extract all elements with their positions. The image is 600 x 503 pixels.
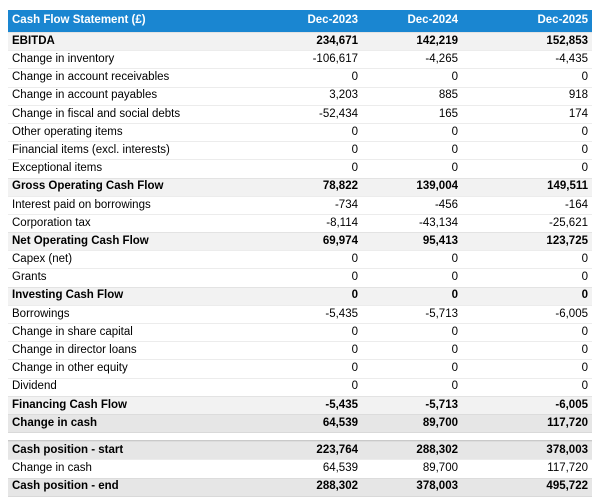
table-row	[8, 305, 592, 323]
cell-value: -106,617	[312, 53, 358, 66]
cell-value: 0	[451, 380, 458, 393]
cell-value: 0	[451, 71, 458, 84]
cell-value: -5,713	[425, 307, 458, 320]
table-row	[8, 87, 592, 105]
table-row	[8, 478, 592, 496]
cell-value: 0	[451, 125, 458, 138]
cell-value: 64,539	[322, 462, 358, 475]
cell-value: -43,134	[418, 216, 458, 229]
cell-value: 64,539	[322, 416, 358, 429]
row-label: Capex (net)	[12, 253, 73, 266]
cell-value: 0	[581, 71, 588, 84]
cell-value: 0	[451, 162, 458, 175]
table-row	[8, 341, 592, 359]
cell-value: -5,435	[325, 398, 358, 411]
row-label: Financing Cash Flow	[12, 398, 128, 411]
cell-value: 139,004	[416, 180, 458, 193]
cell-value: 0	[351, 344, 358, 357]
row-label: Change in other equity	[12, 362, 128, 375]
cell-value: 378,003	[416, 480, 458, 493]
column-header-dec-2025: Dec-2025	[537, 14, 588, 27]
table-row	[8, 378, 592, 396]
cell-value: 0	[351, 325, 358, 338]
cell-value: 0	[581, 125, 588, 138]
table-row	[8, 459, 592, 477]
table-row	[8, 68, 592, 86]
column-header-dec-2023: Dec-2023	[307, 14, 358, 27]
cell-value: 0	[581, 325, 588, 338]
row-label: Grants	[12, 271, 47, 284]
cell-value: 918	[568, 89, 588, 102]
cell-value: 3,203	[329, 89, 358, 102]
cell-value: 0	[451, 143, 458, 156]
row-label: Change in director loans	[12, 344, 137, 357]
cell-value: 95,413	[422, 234, 458, 247]
section-cash-position	[8, 440, 592, 497]
cell-value: 0	[581, 380, 588, 393]
cell-value: -6,005	[555, 398, 588, 411]
table-row	[8, 414, 592, 432]
table-row	[8, 178, 592, 196]
cell-value: 0	[451, 362, 458, 375]
table-row	[8, 214, 592, 232]
cell-value: 0	[451, 344, 458, 357]
cell-value: 0	[581, 362, 588, 375]
cell-value: 69,974	[322, 234, 358, 247]
table-row	[8, 159, 592, 177]
table-row	[8, 123, 592, 141]
cell-value: 152,853	[546, 34, 588, 47]
cell-value: 234,671	[316, 34, 358, 47]
row-label: Borrowings	[12, 307, 70, 320]
cell-value: 495,722	[546, 480, 588, 493]
cell-value: 123,725	[546, 234, 588, 247]
cell-value: 0	[451, 253, 458, 266]
row-label: Change in cash	[12, 462, 92, 475]
cell-value: 78,822	[322, 180, 358, 193]
table-row	[8, 287, 592, 305]
table-row	[8, 196, 592, 214]
row-label: Exceptional items	[12, 162, 103, 175]
table-title: Cash Flow Statement (£)	[12, 14, 146, 27]
section-cash-flow	[8, 32, 592, 433]
cell-value: 0	[351, 253, 358, 266]
table-header-row	[8, 10, 592, 32]
table-row	[8, 32, 592, 50]
cell-value: 174	[568, 107, 588, 120]
row-label: EBITDA	[12, 34, 55, 47]
row-label: Change in fiscal and social debts	[12, 107, 181, 120]
cell-value: 0	[581, 344, 588, 357]
cell-value: 89,700	[422, 462, 458, 475]
row-label: Change in cash	[12, 416, 97, 429]
table-row	[8, 50, 592, 68]
table-row	[8, 323, 592, 341]
cell-value: 117,720	[547, 462, 588, 475]
cell-value: 0	[351, 125, 358, 138]
cell-value: -5,435	[325, 307, 358, 320]
cell-value: 89,700	[422, 416, 458, 429]
cell-value: -5,713	[425, 398, 458, 411]
table-row	[8, 268, 592, 286]
cell-value: 0	[451, 271, 458, 284]
cell-value: -25,621	[548, 216, 588, 229]
row-label: Interest paid on borrowings	[12, 198, 151, 211]
cell-value: 165	[438, 107, 458, 120]
column-header-dec-2024: Dec-2024	[407, 14, 458, 27]
cell-value: -6,005	[555, 307, 588, 320]
cell-value: -164	[564, 198, 588, 211]
row-label: Net Operating Cash Flow	[12, 234, 149, 247]
row-label: Cash position - start	[12, 443, 124, 456]
row-label: Change in inventory	[12, 53, 115, 66]
cell-value: 142,219	[416, 34, 458, 47]
table-row	[8, 141, 592, 159]
cash-flow-statement-table	[8, 10, 592, 497]
table-row	[8, 359, 592, 377]
cell-value: 0	[581, 143, 588, 156]
cell-value: 378,003	[546, 443, 588, 456]
cell-value: 149,511	[547, 180, 588, 193]
cell-value: -456	[434, 198, 458, 211]
cell-value: 0	[451, 289, 458, 302]
table-row	[8, 441, 592, 459]
row-label: Change in share capital	[12, 325, 133, 338]
cell-value: -4,435	[555, 53, 588, 66]
cell-value: 0	[351, 380, 358, 393]
section-divider	[8, 433, 592, 440]
cell-value: 117,720	[547, 416, 588, 429]
row-label: Gross Operating Cash Flow	[12, 180, 164, 193]
cell-value: 0	[351, 162, 358, 175]
row-label: Dividend	[12, 380, 57, 393]
cell-value: 0	[351, 143, 358, 156]
cell-value: 0	[351, 362, 358, 375]
cell-value: -4,265	[425, 53, 458, 66]
cell-value: -734	[334, 198, 358, 211]
cell-value: 885	[438, 89, 458, 102]
row-label: Change in account payables	[12, 89, 158, 102]
cell-value: 0	[351, 271, 358, 284]
cell-value: -8,114	[326, 216, 358, 229]
cell-value: 0	[581, 162, 588, 175]
cell-value: 0	[581, 289, 588, 302]
cell-value: 288,302	[416, 443, 458, 456]
table-row	[8, 232, 592, 250]
row-label: Other operating items	[12, 125, 123, 138]
table-row	[8, 396, 592, 414]
table-row	[8, 250, 592, 268]
cell-value: 0	[581, 271, 588, 284]
cell-value: 288,302	[316, 480, 358, 493]
row-label: Change in account receivables	[12, 71, 170, 84]
cell-value: -52,434	[318, 107, 358, 120]
cell-value: 0	[581, 253, 588, 266]
cell-value: 223,764	[316, 443, 358, 456]
table-row	[8, 105, 592, 123]
cell-value: 0	[451, 325, 458, 338]
row-label: Corporation tax	[12, 216, 91, 229]
row-label: Cash position - end	[12, 480, 119, 493]
row-label: Investing Cash Flow	[12, 289, 124, 302]
row-label: Financial items (excl. interests)	[12, 143, 170, 156]
cell-value: 0	[351, 71, 358, 84]
cell-value: 0	[351, 289, 358, 302]
